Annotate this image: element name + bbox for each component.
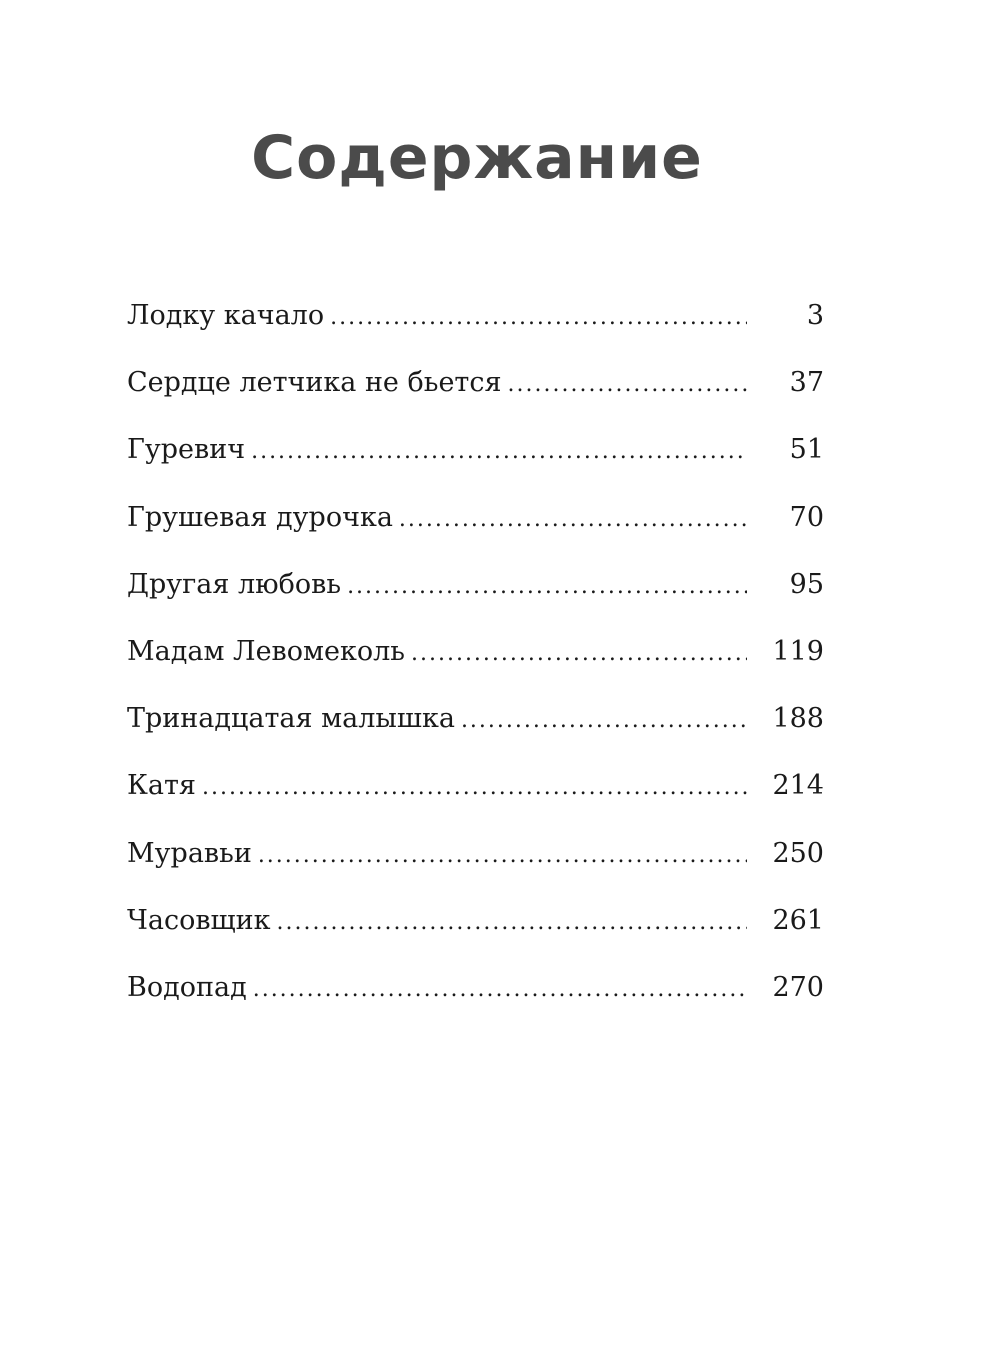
toc-entry-title: Катя [127,770,196,802]
toc-entry-title: Мадам Левомеколь [127,635,405,667]
toc-entry-title: Сердце летчика не бьется [127,367,502,399]
dot-leader [258,843,747,868]
dot-leader [253,977,747,1002]
toc-entry [127,703,824,770]
toc-entry-page: 95 [789,568,824,600]
dot-leader [330,305,747,330]
table-of-contents [127,300,824,1039]
dot-leader [508,372,747,397]
toc-entry-title: Водопад [127,971,247,1003]
toc-entry-page: 250 [772,837,824,869]
toc-entry [127,367,824,434]
toc-entry-page: 214 [772,770,824,802]
dot-leader [202,775,747,800]
dot-leader [277,910,747,935]
toc-entry-page: 37 [789,367,824,399]
toc-entry [127,569,824,636]
toc-entry [127,770,824,837]
toc-entry [127,434,824,501]
toc-entry-page: 261 [772,904,824,936]
toc-entry [127,502,824,569]
toc-entry [127,838,824,905]
toc-entry-page: 119 [772,635,824,667]
toc-entry-title: Часовщик [127,904,271,936]
dot-leader [347,574,747,599]
toc-entry-title: Гуревич [127,434,246,466]
toc-entry [127,636,824,703]
toc-entry-page: 3 [806,300,824,331]
toc-entry-page: 70 [789,501,824,533]
toc-entry [127,905,824,972]
toc-entry-page: 51 [789,434,824,466]
toc-entry-title: Другая любовь [127,568,342,600]
toc-entry [127,972,824,1039]
toc-entry-title: Грушевая дурочка [127,501,393,533]
dot-leader [461,708,747,733]
dot-leader [399,507,747,532]
dot-leader [411,641,747,666]
toc-entry-title: Муравьи [127,837,252,869]
toc-entry-title: Тринадцатая малышка [127,703,455,735]
toc-entry-title: Лодку качало [127,300,325,331]
toc-entry-page: 270 [772,971,824,1003]
dot-leader [251,439,747,464]
toc-entry-page: 188 [772,703,824,735]
page-title: Содержание [251,123,703,193]
toc-entry [127,300,824,367]
